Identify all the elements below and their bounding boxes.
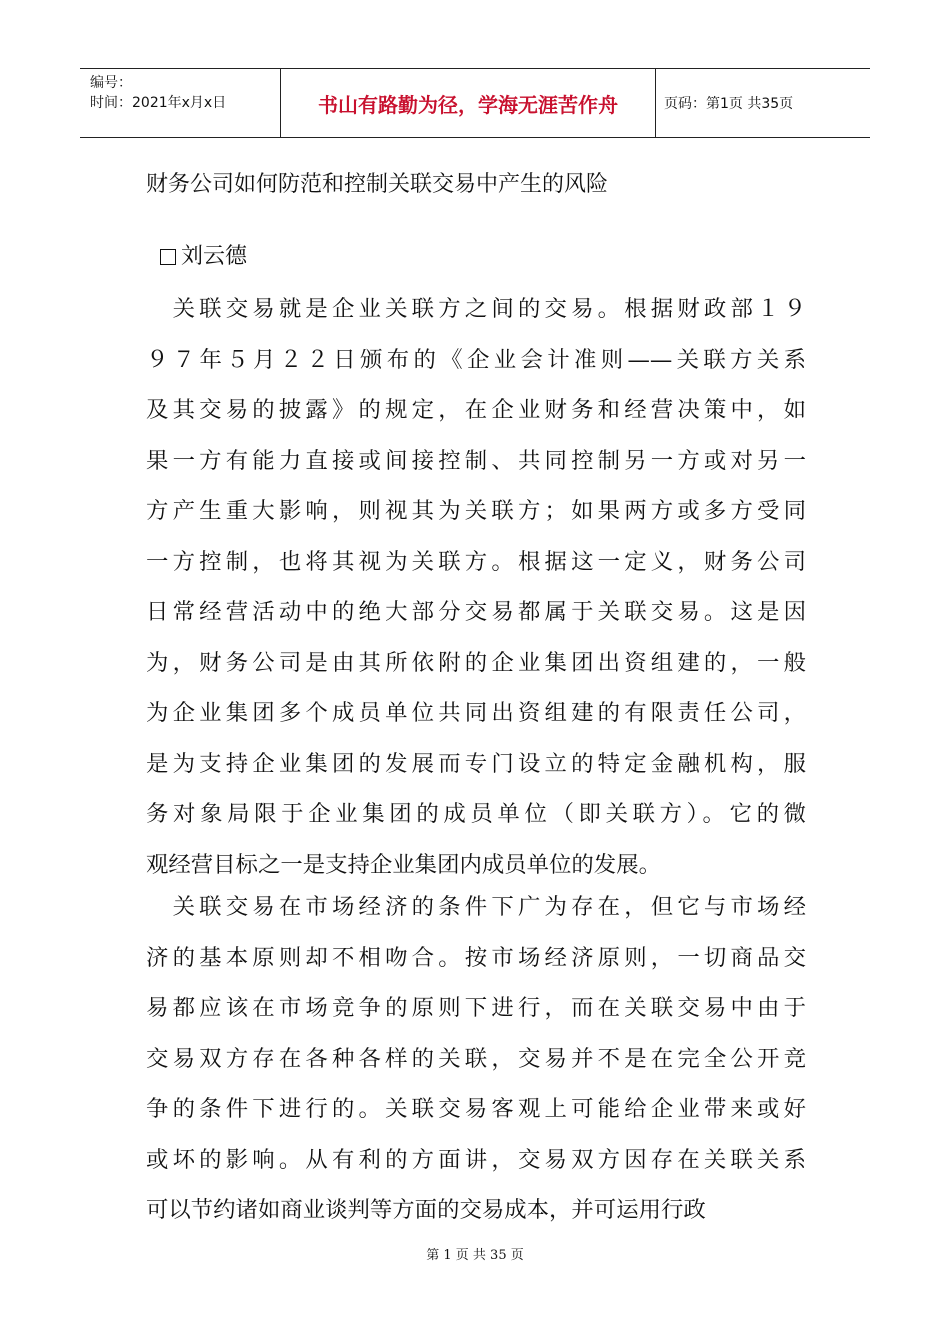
paragraph-1-line: 及其交易的披露》的规定，在企业财务和经营决策中，如 <box>146 397 806 423</box>
paragraph-2-line: 易都应该在市场竞争的原则下进行，而在关联交易中由于 <box>146 995 806 1021</box>
paragraph-2-line: 可以节约诸如商业谈判等方面的交易成本，并可运用行政 <box>146 1197 706 1223</box>
paragraph-2-line: 交易双方存在各种各样的关联，交易并不是在完全公开竞 <box>146 1045 806 1072</box>
paragraph-2 <box>146 882 806 1236</box>
paragraph-1-line: 关联交易就是企业关联方之间的交易。根据财政部１９ <box>146 296 806 322</box>
paragraph-1-line: 一方控制，也将其视为关联方。根据这一定义，财务公司 <box>146 548 806 575</box>
page-header <box>80 68 870 138</box>
checkbox-square-icon <box>160 249 176 265</box>
document-time-label: 时间：2021年x月x日 <box>90 95 227 111</box>
paragraph-2-line: 或坏的影响。从有利的方面讲，交易双方因存在关联关系 <box>146 1146 806 1173</box>
paragraph-1 <box>146 284 806 890</box>
paragraph-1-line: ９７年５月２２日颁布的《企业会计准则——关联方关系 <box>146 346 806 373</box>
header-page-info: 页码：第1页 共35页 <box>664 96 794 112</box>
header-meta <box>80 69 280 137</box>
paragraph-1-line: 日常经营活动中的绝大部分交易都属于关联交易。这是因 <box>146 599 806 625</box>
paragraph-1-line: 方产生重大影响，则视其为关联方；如果两方或多方受同 <box>146 498 806 524</box>
paragraph-1-line: 为企业集团多个成员单位共同出资组建的有限责任公司， <box>146 700 806 726</box>
paragraph-1-line: 果一方有能力直接或间接控制、共同控制另一方或对另一 <box>146 447 806 474</box>
author-name: 刘云德 <box>181 244 248 269</box>
paragraph-1-line: 观经营目标之一是支持企业集团内成员单位的发展。 <box>146 851 661 878</box>
paragraph-1-line: 务对象局限于企业集团的成员单位（即关联方）。它的微 <box>146 801 806 827</box>
paragraph-1-line: 为，财务公司是由其所依附的企业集团出资组建的，一般 <box>146 649 806 676</box>
document-title: 财务公司如何防范和控制关联交易中产生的风险 <box>146 172 609 197</box>
document-number-label: 编号： <box>90 75 132 91</box>
author-line <box>160 240 247 274</box>
paragraph-1-line: 是为支持企业集团的发展而专门设立的特定金融机构，服 <box>146 750 806 777</box>
paragraph-2-line: 关联交易在市场经济的条件下广为存在，但它与市场经 <box>146 894 806 920</box>
paragraph-2-line: 争的条件下进行的。关联交易客观上可能给企业带来或好 <box>146 1096 806 1122</box>
page-footer: 第 1 页 共 35 页 <box>426 1248 524 1263</box>
header-motto: 书山有路勤为径，学海无涯苦作舟 <box>280 69 656 137</box>
paragraph-2-line: 济的基本原则却不相吻合。按市场经济原则，一切商品交 <box>146 944 806 971</box>
